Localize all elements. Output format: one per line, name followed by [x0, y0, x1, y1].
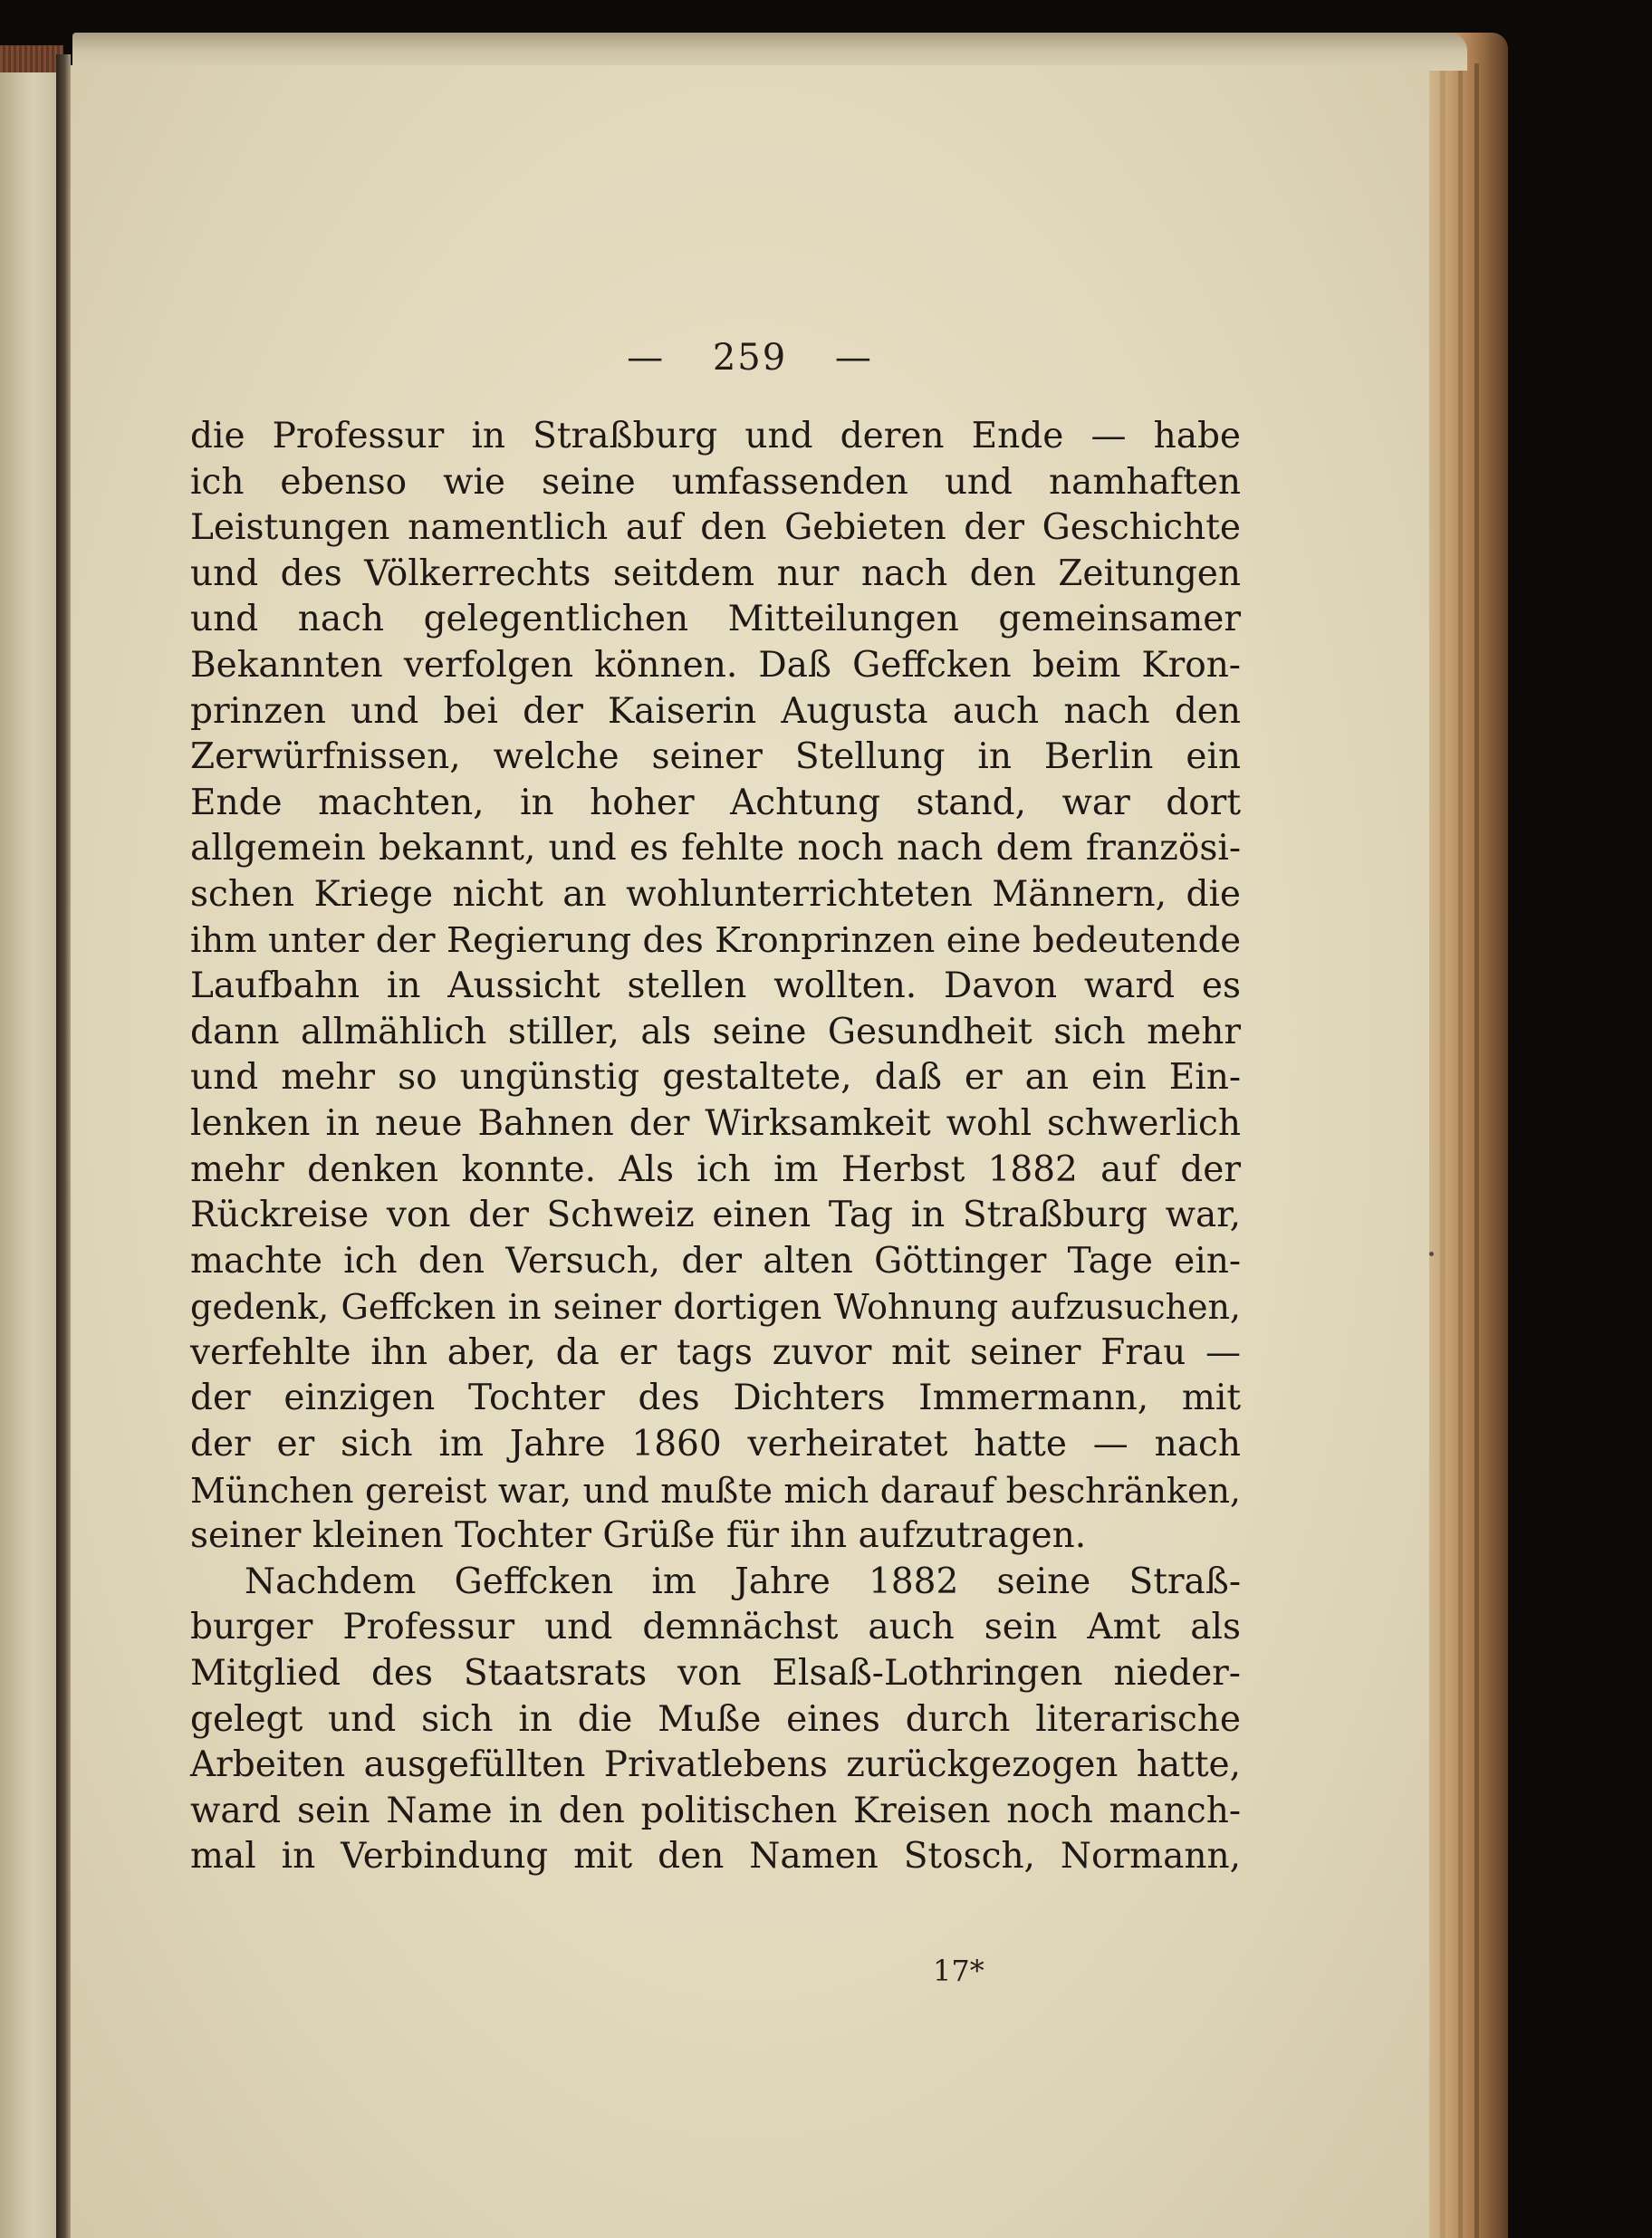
page-edge-strip — [1440, 45, 1446, 2238]
text-line: Ende machten, in hoher Achtung stand, war dort — [190, 782, 1241, 823]
text-line: Leistungen namentlich auf den Gebieten der Geschichte — [190, 507, 1241, 549]
book-page — [71, 65, 1429, 2238]
page-header — [71, 337, 1429, 379]
text-line: gedenk, Geffcken in seiner dortigen Wohnung aufzusuchen, — [190, 1287, 1241, 1328]
text-line: dann allmählich stiller, als seine Gesundheit sich mehr — [190, 1011, 1241, 1052]
text-line: ihm unter der Regierung des Kronprinzen eine bedeutende — [190, 919, 1241, 961]
text-line: Nachdem Geffcken im Jahre 1882 seine Straß- — [245, 1561, 1241, 1602]
text-line: der einzigen Tochter des Dichters Immermann, mit — [190, 1378, 1241, 1419]
text-line: ich ebenso wie seine umfassenden und namhaften — [190, 461, 1241, 503]
text-line: machte ich den Versuch, der alten Göttinger Tage ein- — [190, 1240, 1241, 1282]
text-line: der er sich im Jahre 1860 verheiratet hatte — nach — [190, 1424, 1241, 1465]
text-line: allgemein bekannt, und es fehlte noch nach dem französi- — [190, 828, 1241, 869]
text-line: und des Völkerrechts seitdem nur nach den Zeitungen — [190, 552, 1241, 594]
page-number: 259 — [712, 337, 788, 379]
text-line: und nach gelegentlichen Mitteilungen gemeinsamer — [190, 599, 1241, 640]
header-dash-left: — — [627, 337, 666, 379]
text-line: ward sein Name in den politischen Kreisen noch manch- — [190, 1790, 1241, 1831]
text-line: Bekannten verfolgen können. Daß Geffcken beim Kron- — [190, 644, 1241, 686]
body-text — [190, 414, 1241, 1880]
text-line: verfehlte ihn aber, da er tags zuvor mit seiner Frau — — [190, 1331, 1241, 1373]
text-line: seiner kleinen Tochter Grüße für ihn aufzutragen. — [190, 1515, 1087, 1557]
text-line: schen Kriege nicht an wohlunterrichteten Männern, die — [190, 873, 1241, 915]
page-edge-strip — [1458, 54, 1463, 2238]
text-line: Laufbahn in Aussicht stellen wollten. Davon ward es — [190, 965, 1241, 1007]
gutter-shadow — [56, 54, 71, 2238]
text-line: München gereist war, und mußte mich darauf beschränken, — [190, 1470, 1241, 1511]
text-line: mehr denken konnte. Als ich im Herbst 1882 auf der — [190, 1148, 1241, 1190]
page-edge-strip — [1474, 63, 1479, 2238]
text-line: lenken in neue Bahnen der Wirksamkeit wohl schwerlich — [190, 1102, 1241, 1144]
signature-mark: 17* — [933, 1954, 984, 1988]
text-line: Rückreise von der Schweiz einen Tag in Straßburg war, — [190, 1195, 1241, 1236]
paper-speck — [1429, 1252, 1434, 1256]
text-line: Zerwürfnissen, welche seiner Stellung in Berlin ein — [190, 736, 1241, 778]
text-line: Mitglied des Staatsrats von Elsaß-Lothringen nieder- — [190, 1653, 1241, 1695]
text-line: mal in Verbindung mit den Namen Stosch, Normann, — [190, 1836, 1241, 1878]
text-line: prinzen und bei der Kaiserin Augusta auch nach den — [190, 690, 1241, 732]
book-binding-cloth — [0, 45, 63, 76]
previous-page-edge — [0, 72, 56, 2238]
text-line: gelegt und sich in die Muße eines durch literarische — [190, 1698, 1241, 1740]
text-line: Arbeiten ausgefüllten Privatlebens zurückgezogen hatte, — [190, 1744, 1241, 1786]
text-line: die Professur in Straßburg und deren Ende — habe — [190, 416, 1241, 456]
text-line: burger Professur und demnächst auch sein Amt als — [190, 1607, 1241, 1648]
text-line: und mehr so ungünstig gestaltete, daß er an ein Ein- — [190, 1057, 1241, 1099]
header-dash-right: — — [834, 337, 873, 379]
